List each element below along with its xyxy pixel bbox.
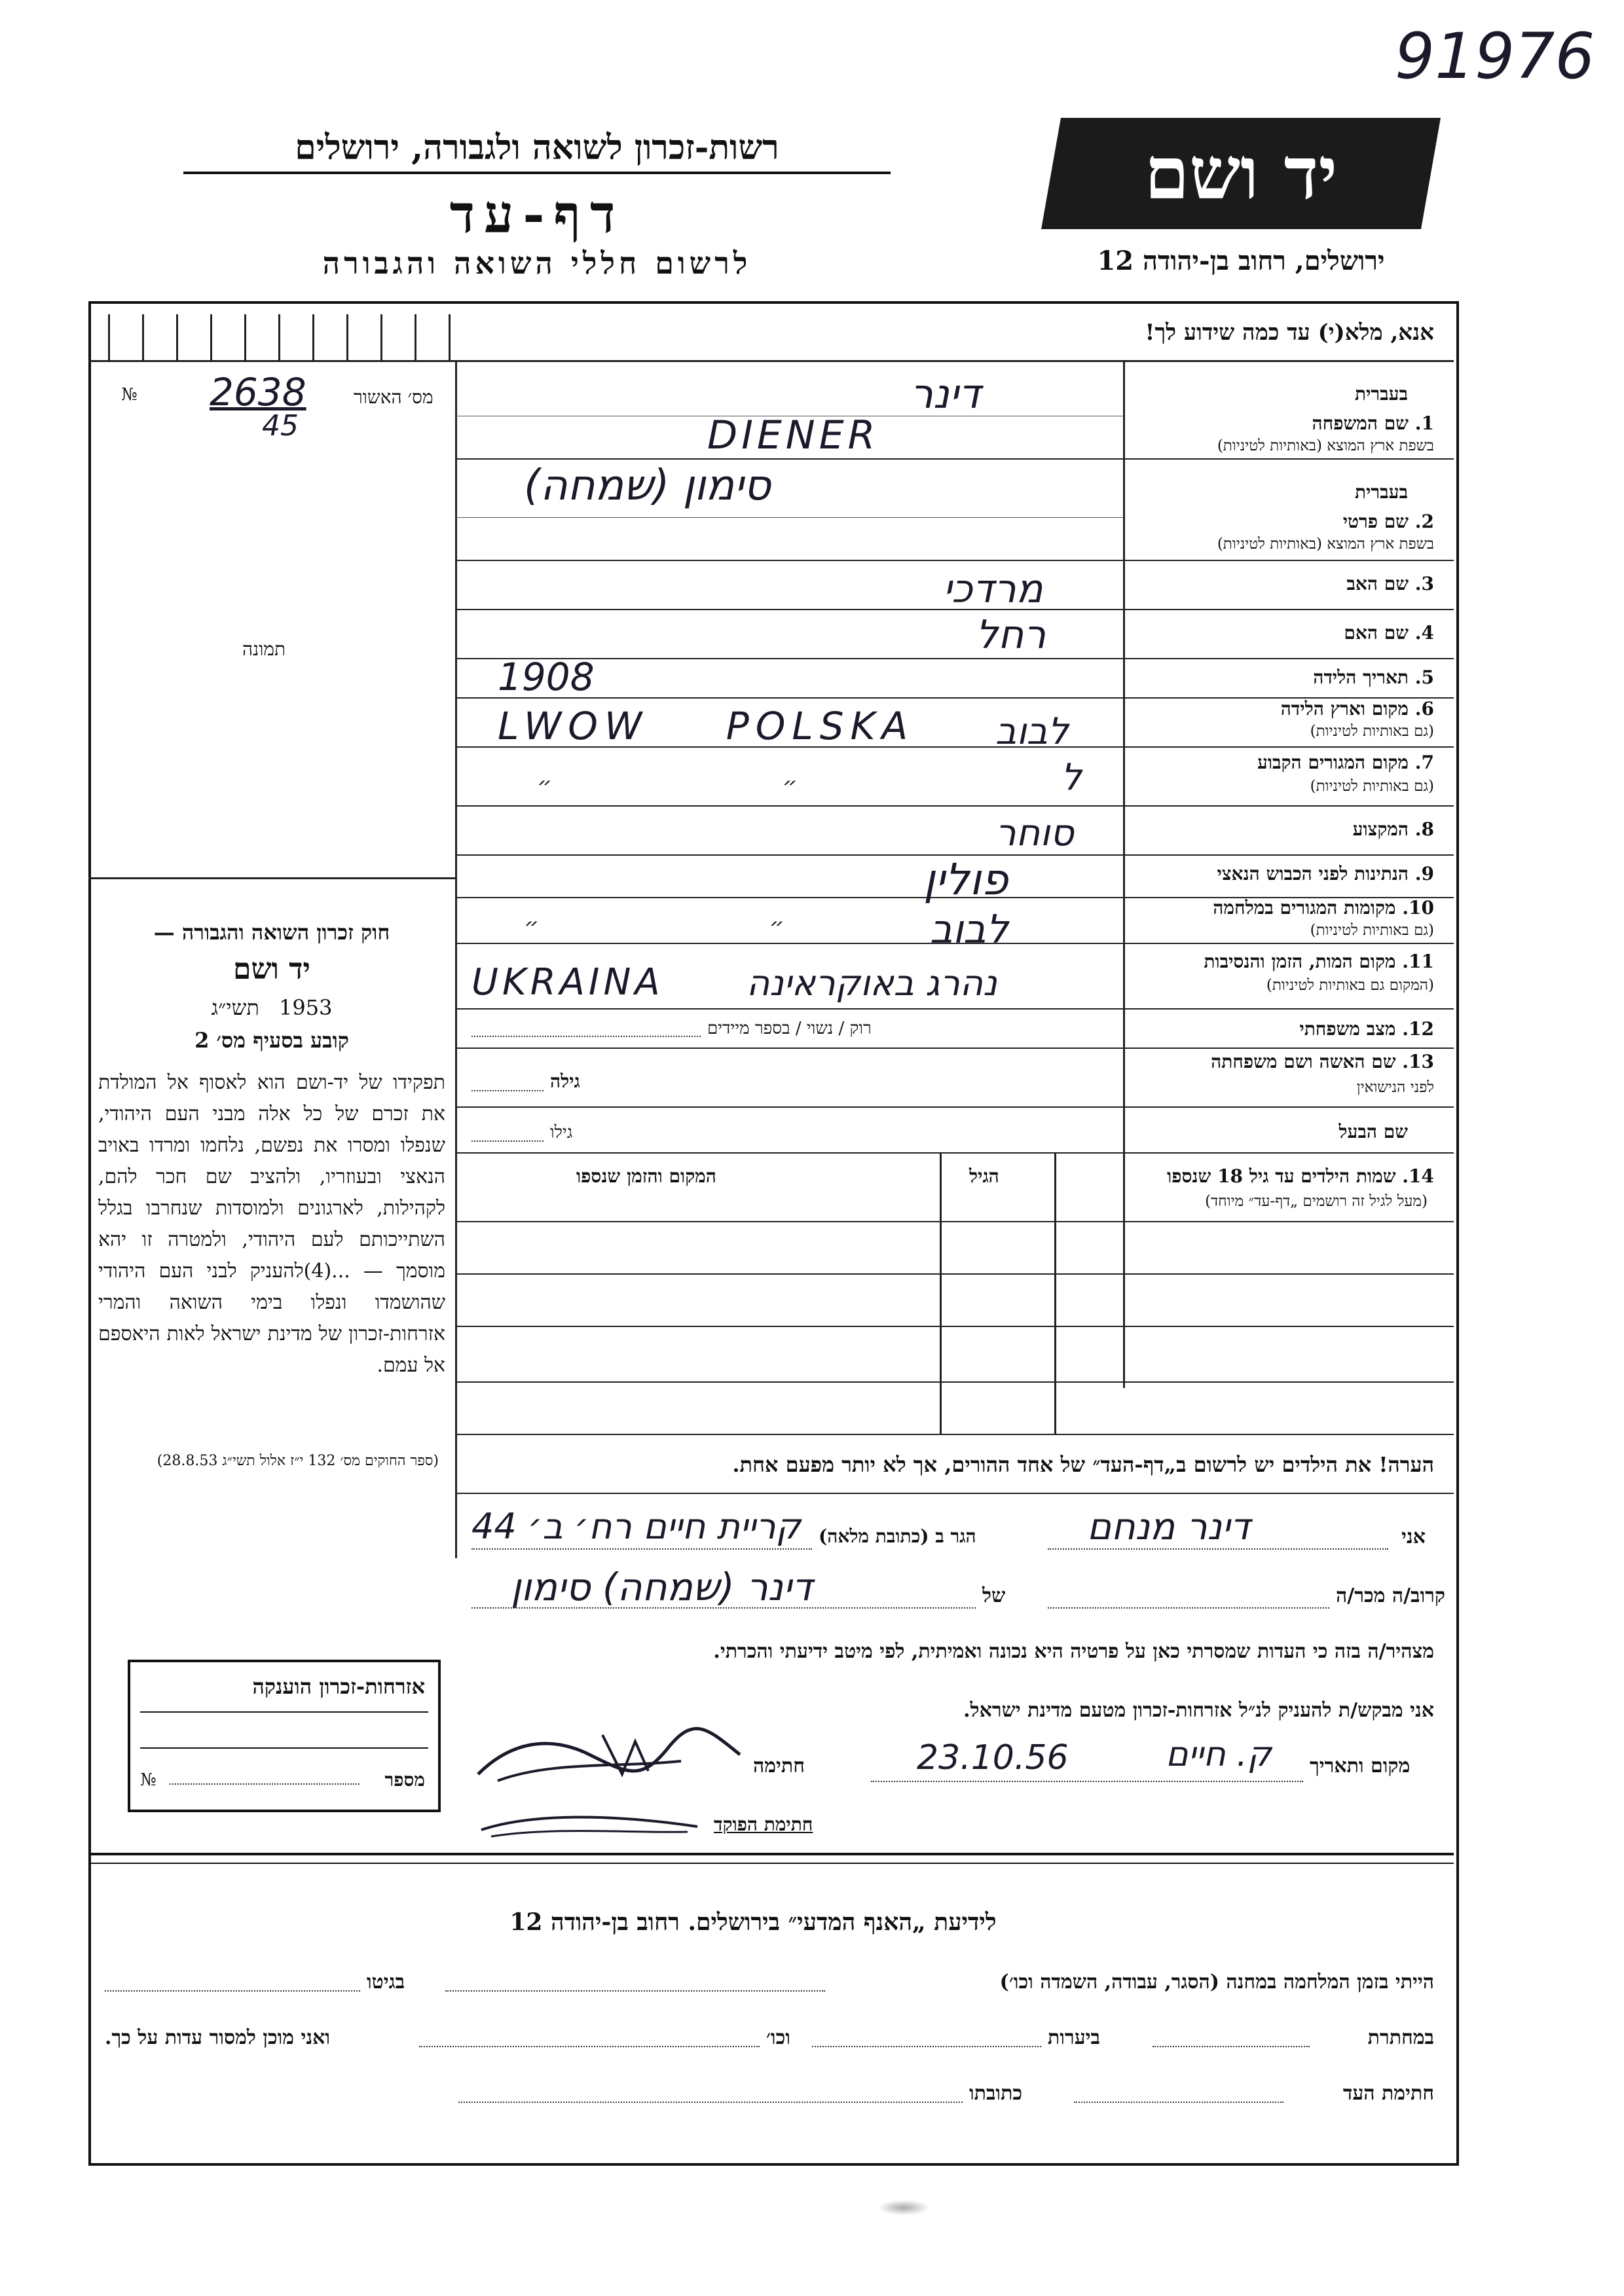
row-10-sub: (גם באותיות לטיניות) — [1310, 922, 1434, 939]
row-text: המקצוע — [1352, 818, 1409, 840]
law-year — [98, 995, 445, 1020]
children-age-header: הגיל — [969, 1165, 999, 1187]
law-year-num: 1953 — [279, 995, 333, 1020]
form-subtitle: לרשום חללי השואה והגבורה — [322, 246, 752, 281]
decl-relative: קרוב/ה מכר/ה — [1336, 1584, 1445, 1607]
footer-line2-fill — [1153, 2046, 1310, 2047]
place-date-line — [871, 1781, 1303, 1782]
archive-number: 91976 — [1395, 20, 1595, 93]
row-sep-minor — [455, 517, 1123, 518]
children-row — [455, 1326, 1454, 1327]
in-hebrew-label-2: בעברית — [1354, 481, 1408, 503]
scan-smudge — [877, 2200, 930, 2215]
birth-place-latin: LWOW POLSKA — [498, 704, 915, 748]
approval-suffix: 45 — [262, 409, 299, 443]
husband-age-label: גילו — [550, 1123, 573, 1142]
row-6-label — [1281, 698, 1434, 720]
photo-label: תמונה — [242, 638, 286, 660]
row-text: שם המשפחה — [1312, 412, 1409, 434]
row-text: שם האשה ושם משפחתה — [1211, 1051, 1396, 1072]
citizenship-title: אזרחות-זכרון הוענקה — [252, 1674, 425, 1699]
row-7-label — [1257, 752, 1434, 774]
children-row — [455, 1273, 1454, 1275]
birth-year: 1908 — [498, 655, 595, 699]
children-row — [455, 1221, 1454, 1222]
residence: ל — [1061, 756, 1082, 799]
death-place: נהרג באוקראינה — [747, 962, 997, 1004]
relation-name-line — [471, 1607, 976, 1609]
children-age-col-2 — [1054, 1152, 1056, 1434]
footer-line2a: במחתרת — [1367, 2026, 1434, 2049]
children-note: הערה! את הילדים יש לרשום ב„דף-העד״ של אחד ההורים, אך לא יותר מפעם אחת. — [732, 1452, 1434, 1477]
row-13-sub: לפני הנישואין — [1356, 1079, 1434, 1096]
row-12-label — [1299, 1018, 1434, 1040]
row-num: 1. — [1414, 412, 1434, 434]
husband-age-line — [471, 1140, 544, 1142]
footer-line3-fill — [1074, 2102, 1283, 2103]
citizenship-number-line — [170, 1783, 360, 1785]
row-sep — [455, 658, 1454, 659]
row-text: תאריך הלידה — [1313, 666, 1409, 688]
row-10-label — [1213, 897, 1434, 919]
left-column-divider — [455, 360, 457, 1558]
footer-line3b: כתובתו — [969, 2082, 1023, 2105]
row-text: הנתינות לפני הכבוש הנאצי — [1217, 863, 1409, 884]
place: ק. חיים — [1166, 1735, 1272, 1774]
row-sep — [455, 1106, 1454, 1108]
row-text: שם האם — [1344, 622, 1409, 644]
row-sep — [455, 560, 1454, 561]
row-11-label — [1204, 951, 1434, 973]
relative-line — [1048, 1607, 1329, 1609]
logo-text: יד ושם — [1144, 131, 1338, 215]
law-clause: קובע בסעיף מס׳ 2 — [194, 1028, 349, 1053]
row-text: מקום המות, הזמן והנסיבות — [1204, 951, 1396, 972]
footer-divider — [88, 1853, 1454, 1855]
decl-statement: מצהיר/ה בזה כי העדות שמסרתי כאן על פרטיה היא נכונה ואמיתית, לפי מיטב ידיעתי והכרתי. — [713, 1640, 1434, 1663]
row-num: 3. — [1414, 573, 1434, 594]
wife-age-line — [471, 1090, 544, 1091]
relation-name: דינר (שמחה) סימון — [511, 1565, 813, 1609]
children-title-text: שמות הילדים עד גיל 18 שנספו — [1167, 1165, 1396, 1187]
law-reference: (ספר החוקים מס׳ 132 י״ז אלול תשי״ג 28.8.53) — [157, 1453, 439, 1469]
signature-scribble — [471, 1715, 747, 1794]
yad-vashem-logo — [1041, 118, 1441, 229]
row-num: 9. — [1414, 863, 1434, 884]
row-8-label — [1353, 818, 1434, 841]
husband-label: שם הבעל — [1338, 1121, 1408, 1142]
declarant-address-line — [471, 1548, 812, 1550]
children-place-header: המקום והזמן שנספו — [576, 1165, 716, 1187]
row-13-label — [1211, 1051, 1434, 1073]
hatch-row — [108, 314, 455, 360]
address: ירושלים, רחוב בן-יהודה 12 — [1097, 246, 1385, 276]
official-signature-scribble — [478, 1807, 701, 1846]
profession: סוחר — [995, 812, 1074, 854]
hatch-row-border — [88, 360, 1454, 362]
row-2-sub: בשפת ארץ המוצא (באותיות לטיניות) — [1217, 536, 1434, 553]
death-place-latin: UKRAINA — [471, 961, 664, 1004]
row-sep — [455, 1008, 1454, 1010]
form-title: דף-עד — [449, 183, 625, 245]
footer-line1b: בגיטו — [367, 1971, 405, 1994]
row-num: 5. — [1414, 666, 1434, 688]
war-residence: לבוב — [930, 907, 1008, 953]
mother-name: רחל — [976, 612, 1046, 658]
decl-request: אני מבקש/ת להעניק לנ״ל אזרחות-זכרון מטעם מדינת ישראל. — [963, 1699, 1434, 1722]
decl-i: אני — [1401, 1525, 1426, 1548]
row-5-label — [1313, 666, 1434, 689]
row-text: מקום וארץ הלידה — [1280, 698, 1409, 720]
place-date-label: מקום ותאריך — [1310, 1755, 1411, 1777]
footer-divider-2 — [88, 1863, 1454, 1864]
war-ditto: ״ ״ — [524, 913, 784, 940]
label-column-divider — [1123, 360, 1125, 1388]
citizenship-box — [128, 1660, 441, 1812]
authority-name: רשות-זכרון לשואה ולגבורה, ירושלים — [295, 128, 779, 168]
law-year-heb: תשי״ג — [211, 995, 259, 1020]
row-text: מצב משפחתי — [1299, 1018, 1396, 1040]
number-sign: № — [140, 1770, 157, 1790]
decl-residing: הגר ב (כתובת מלאה) — [819, 1525, 976, 1547]
wife-age-label: גילה — [550, 1070, 580, 1092]
law-panel-top — [88, 877, 455, 879]
row-6-sub: (גם באותיות לטיניות) — [1310, 723, 1434, 740]
approval-label: מס׳ האשור — [354, 386, 434, 408]
row-sep — [455, 805, 1454, 807]
citizenship-number-label: מספר — [384, 1769, 425, 1791]
firstname-hebrew: סימון (שמחה) — [524, 462, 771, 510]
row-1-sub: בשפת ארץ המוצא (באותיות לטיניות) — [1217, 437, 1434, 454]
surname-hebrew: דינר — [910, 370, 981, 418]
authority-underline — [183, 172, 891, 174]
row-num: 13. — [1402, 1051, 1434, 1072]
row-num: 6. — [1414, 698, 1434, 720]
footer-line1-fill-2 — [105, 1990, 360, 1992]
citizenship-rule — [140, 1711, 428, 1713]
footer-line1a: הייתי בזמן המלחמה במחנה (הסגר, עבודה, השמדה וכו׳) — [999, 1971, 1434, 1994]
citizenship-rule — [140, 1747, 428, 1749]
declarant-name-line — [1048, 1548, 1388, 1550]
declarant-name: דינר מנחם — [1087, 1506, 1251, 1548]
children-sub: (מעל לגיל זה רושמים „דף-עד״ מיוחד) — [1205, 1193, 1428, 1210]
row-text: שם האב — [1346, 573, 1409, 594]
approval-no-sign: № — [121, 385, 138, 405]
row-1-label — [1312, 412, 1434, 435]
date: 23.10.56 — [917, 1738, 1069, 1777]
citizenship-number — [140, 1770, 157, 1790]
birth-place: לבוב — [995, 710, 1069, 753]
decl-of: של — [982, 1584, 1006, 1607]
note-border — [455, 1493, 1454, 1494]
row-text: שם פרטי — [1342, 511, 1409, 532]
declarant-address: קריית חיים רח׳ ב׳ 44 — [471, 1506, 801, 1547]
citizenship: פולין — [923, 854, 1008, 905]
row-text: מקומות המגורים במלחמה — [1213, 897, 1396, 919]
row-num: 8. — [1414, 818, 1434, 840]
father-name: מרדכי — [943, 566, 1043, 612]
children-age-col — [940, 1152, 942, 1434]
row-num: 4. — [1414, 622, 1434, 644]
children-num: 14. — [1402, 1165, 1434, 1187]
row-num: 11. — [1402, 951, 1434, 972]
footer-line2c: וכו׳ — [766, 2026, 790, 2049]
row-4-label — [1344, 622, 1434, 644]
law-body: תפקידו של יד-ושם הוא לאסוף אל המולדת את זכרם של כל אלה מבני העם היהודי, שנפלו ומסרו את נפשם, נלחמו ומרדו באויב הנאצי ובעוזריו, ולהציב שם חכר להם, לקהילות, לארגונים ולמוסדות שנחרבו בגלל השתייכותם לעם היהודי, ולמטרה זו יהא מוסמך — ...(4)להעניק לבני העם היהודי שהושמדו ונפלו בימי השואה והמרי אזרחות-זכרון של מדינת ישראל לאות היאספם אל עמם. — [98, 1071, 446, 1377]
row-num: 7. — [1414, 752, 1434, 773]
surname-latin: DIENER — [707, 412, 879, 458]
footer-line2d: ואני מוכן למסור עדות על כך. — [105, 2026, 331, 2049]
footer-line2-fill-2 — [812, 2046, 1041, 2047]
instruction: אנא, מלא(י) עד כמה שידוע לך! — [1145, 319, 1434, 346]
row-sep — [455, 458, 1454, 460]
row-text: מקום המגורים הקבוע — [1257, 752, 1409, 773]
law-name: יד ושם — [233, 953, 310, 986]
footer-line2-fill-3 — [419, 2046, 760, 2047]
footer-line3-fill-2 — [458, 2102, 963, 2103]
children-row — [455, 1434, 1454, 1435]
marital-options: רוק / נשוי / בספר מיידים — [707, 1019, 872, 1038]
row-11-sub: (המקום גם באותיות לטיניות) — [1266, 977, 1434, 994]
children-title — [1167, 1165, 1434, 1188]
row-num: 10. — [1402, 897, 1434, 919]
footer-line2b: ביערות — [1048, 2026, 1101, 2049]
official-signature-label: חתימת הפוקד — [714, 1813, 813, 1835]
row-sep — [455, 1048, 1454, 1049]
row-9-label — [1217, 863, 1434, 885]
footer-notice: לידיעת „האנף המדעי״ בירושלים. רחוב בן-יהודה 12 — [509, 1908, 997, 1936]
signature-label: חתימה — [753, 1755, 805, 1777]
footer-line3a: חתימת העד — [1342, 2082, 1434, 2105]
residence-ditto: ״ ״ — [537, 773, 798, 799]
law-title: חוק זכרון השואה והגבורה — — [153, 920, 390, 945]
children-row — [455, 1381, 1454, 1383]
footer-line1-fill — [445, 1990, 825, 1992]
row-7-sub: (גם באותיות לטיניות) — [1310, 778, 1434, 795]
row-num: 12. — [1402, 1018, 1434, 1040]
approval-value: 2638 — [210, 370, 306, 414]
row-sep — [455, 1152, 1454, 1154]
row-2-label — [1343, 511, 1434, 533]
row-3-label — [1346, 573, 1434, 595]
in-hebrew-label: בעברית — [1354, 383, 1408, 405]
row-num: 2. — [1414, 511, 1434, 532]
marital-line — [471, 1036, 701, 1037]
